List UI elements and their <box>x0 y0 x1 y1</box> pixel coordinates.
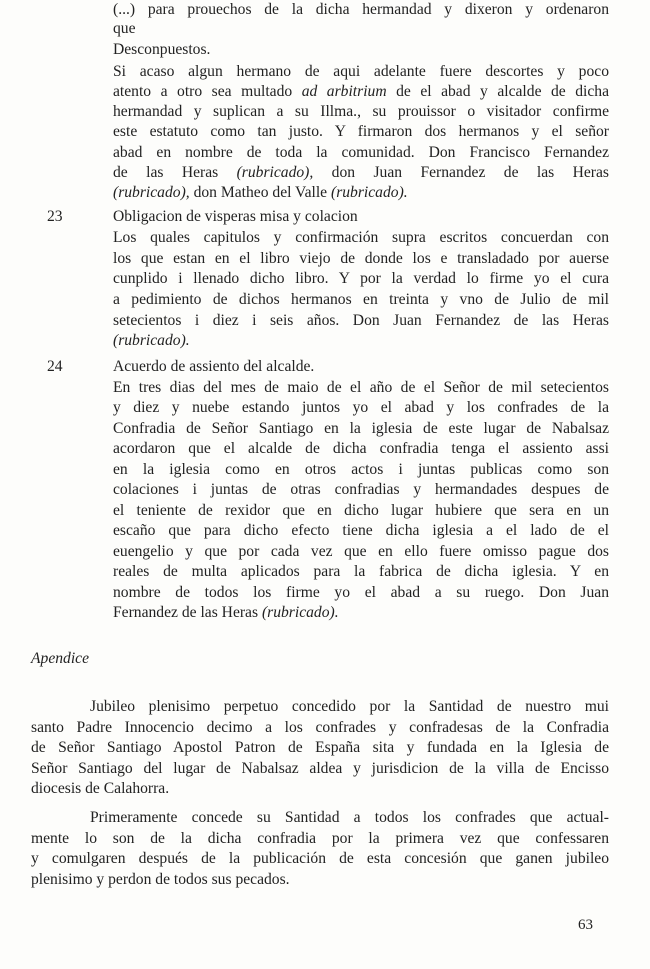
text-line: cunplido i llenado dicho libro. Y por la verdad lo firme yo el cura <box>113 270 609 287</box>
text-line: Jubileo plenisimo perpetuo concedido por la Santidad de nuestro mui <box>90 698 609 715</box>
text-line <box>113 163 609 182</box>
item-number: 24 <box>47 358 63 375</box>
item-title: Obligacion de visperas misa y colacion <box>113 208 358 225</box>
text-line: colaciones i juntas de otras confradias y hermandades despues de <box>113 481 609 498</box>
text-run: don Juan Fernandez de las Heras <box>313 164 609 181</box>
text-line: Desconpuestos. <box>113 41 211 58</box>
text-line: nombre de todos los firme yo el abad a su ruego. Don Juan <box>113 584 609 601</box>
text-line: Si acaso algun hermano de aqui adelante fuere descortes y poco <box>113 63 609 80</box>
text-line: a pedimiento de dichos hermanos en treinta y vno de Julio de mil <box>113 291 609 308</box>
rubricado-note: (rubricado), <box>113 184 190 201</box>
appendix-heading: Apendice <box>31 650 90 667</box>
text-line: Señor Santiago del lugar de Nabalsaz aldea y jurisdicion de la villa de Encisso <box>31 760 609 777</box>
item-number: 23 <box>47 208 63 225</box>
text-line <box>113 331 609 350</box>
text-line: setecientos i diez i seis años. Don Juan Fernandez de las Heras <box>113 312 609 329</box>
text-line: abad en nombre de toda la comunidad. Don Francisco Fernandez <box>113 144 609 161</box>
text-line: Primeramente concede su Santidad a todos los confrades que actual- <box>90 809 609 826</box>
text-line: reales de multa aplicados para la fabrica de dicha iglesia. Y en <box>113 563 609 580</box>
text-line: diocesis de Calahorra. <box>31 780 170 797</box>
text-line <box>113 183 609 202</box>
text-line: este estatuto como tan justo. Y firmaron dos hermanos y el señor <box>113 123 609 140</box>
text-line <box>113 603 609 622</box>
text-line: y comulgaren después de la publicación de esta concesión que ganen jubileo <box>31 850 609 867</box>
item-title: Acuerdo de assiento del alcalde. <box>113 358 315 375</box>
text-line <box>113 82 609 101</box>
text-line: acordaron que el alcalde de dicha confradia tenga el assiento assi <box>113 440 609 457</box>
rubricado-note: (rubricado), <box>236 164 314 181</box>
text-line: santo Padre Innocencio decimo a los confrades y confradesas de la Confradia <box>31 719 609 736</box>
text-line: Los quales capitulos y confirmación supra escritos concuerdan con <box>113 229 609 246</box>
latin-phrase: ad arbitrium <box>301 83 387 100</box>
text-line: el teniente de rexidor que en dicho lugar hubiere que sera en un <box>113 502 609 519</box>
text-line: que <box>113 20 136 37</box>
rubricado-note: (rubricado). <box>261 604 339 621</box>
text-run: Fernandez de las Heras <box>113 604 262 621</box>
text-line: euengelio y que por cada vez que en ello fuere omisso pague dos <box>113 543 609 560</box>
text-line: escaño que para dicho efecto tiene dicha iglesia a el lado de el <box>113 522 609 539</box>
text-run: de las Heras <box>113 164 237 181</box>
text-line: Confradia de Señor Santiago en la iglesia de este lugar de Nabalsaz <box>113 420 609 437</box>
text-line: los que estan en el libro viejo de donde los e transladado por auerse <box>113 250 609 267</box>
text-line: y diez y nuebe estando juntos yo el abad y los confrades de la <box>113 399 609 416</box>
text-line: mente lo son de la dicha confradia por la primera vez que confessaren <box>31 830 609 847</box>
text-line: de Señor Santiago Apostol Patron de España sita y fundada en la Iglesia de <box>31 739 609 756</box>
text-line: hermandad y suplican a su Illma., su prouissor o visitador confirme <box>113 103 609 120</box>
text-line: plenisimo y perdon de todos sus pecados. <box>31 871 290 888</box>
text-line: (...) para prouechos de la dicha hermandad y dixeron y ordenaron <box>113 1 609 18</box>
text-line: en la iglesia como en otros actos i juntas publicas como son <box>113 461 609 478</box>
page-number: 63 <box>578 917 593 933</box>
text-line: En tres dias del mes de maio de el año de el Señor de mil setecientos <box>113 379 609 396</box>
rubricado-note: (rubricado). <box>113 332 190 349</box>
rubricado-note: (rubricado). <box>331 184 408 201</box>
text-run: atento a otro sea multado <box>113 83 302 100</box>
text-run: de el abad y alcalde de dicha <box>386 83 609 100</box>
text-run: don Matheo del Valle <box>189 184 331 201</box>
